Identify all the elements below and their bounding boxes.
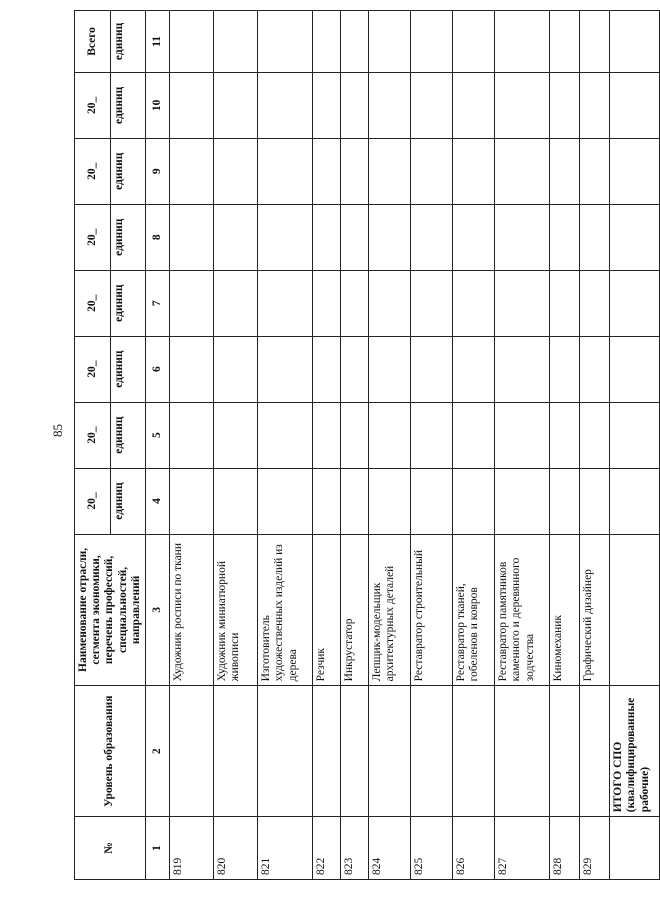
row-value-cell: [369, 402, 411, 468]
table-row: [495, 11, 550, 880]
row-value-cell: [258, 72, 313, 138]
row-level: [453, 686, 495, 817]
row-number: 829: [580, 817, 610, 880]
total-label: ИТОГО СПО (квалифицированные рабочие): [610, 686, 660, 817]
column-number: 3: [146, 534, 170, 686]
unit-cell: единиц: [110, 204, 146, 270]
header-year-6: 20_: [75, 138, 111, 204]
header-year-1: 20_: [75, 468, 111, 534]
row-value-cell: [258, 138, 313, 204]
total-value-cell: [610, 402, 660, 468]
row-value-cell: [341, 11, 369, 73]
row-value-cell: [453, 72, 495, 138]
total-value-cell: [610, 138, 660, 204]
table-row: [580, 11, 610, 880]
row-value-cell: [214, 204, 258, 270]
row-value-cell: [369, 468, 411, 534]
row-value-cell: [170, 336, 214, 402]
row-value-cell: [411, 468, 453, 534]
row-value-cell: [411, 336, 453, 402]
total-value-cell: [610, 204, 660, 270]
unit-cell: единиц: [110, 72, 146, 138]
row-value-cell: [214, 270, 258, 336]
row-value-cell: [550, 468, 580, 534]
table-row: [258, 11, 313, 880]
row-value-cell: [495, 204, 550, 270]
row-value-cell: [258, 270, 313, 336]
row-value-cell: [170, 11, 214, 73]
row-value-cell: [411, 72, 453, 138]
total-value-cell: [610, 72, 660, 138]
row-profession-name: Реставратор памятников каменного и деревянного зодчества: [495, 534, 550, 686]
row-level: [313, 686, 341, 817]
column-number: 8: [146, 204, 170, 270]
row-profession-name: Реставратор тканей, гобеленов и ковров: [453, 534, 495, 686]
row-profession-name: Изготовитель художественных изделий из дерева: [258, 534, 313, 686]
row-value-cell: [341, 468, 369, 534]
unit-cell: единиц: [110, 270, 146, 336]
row-value-cell: [341, 402, 369, 468]
row-value-cell: [170, 468, 214, 534]
row-number: 828: [550, 817, 580, 880]
row-value-cell: [453, 468, 495, 534]
row-profession-name: Реставратор строительный: [411, 534, 453, 686]
row-value-cell: [341, 204, 369, 270]
row-value-cell: [453, 336, 495, 402]
row-value-cell: [495, 11, 550, 73]
header-year-7: 20_: [75, 72, 111, 138]
total-value-cell: [610, 270, 660, 336]
row-value-cell: [580, 270, 610, 336]
row-value-cell: [453, 11, 495, 73]
row-level: [411, 686, 453, 817]
column-number: 7: [146, 270, 170, 336]
row-number: 822: [313, 817, 341, 880]
row-profession-name: Лепщик-модельщик архитектурных деталей: [369, 534, 411, 686]
row-profession-name: Художник росписи по ткани: [170, 534, 214, 686]
row-value-cell: [369, 138, 411, 204]
row-value-cell: [495, 138, 550, 204]
column-number: 9: [146, 138, 170, 204]
row-value-cell: [411, 204, 453, 270]
column-number: 4: [146, 468, 170, 534]
row-value-cell: [313, 138, 341, 204]
header-year-4: 20_: [75, 270, 111, 336]
row-value-cell: [453, 270, 495, 336]
header-year-3: 20_: [75, 336, 111, 402]
row-profession-name: Инкрустатор: [341, 534, 369, 686]
row-profession-name: Художник миниатюрной живописи: [214, 534, 258, 686]
unit-cell: единиц: [110, 336, 146, 402]
table-row: [170, 11, 214, 880]
total-value-cell: [610, 534, 660, 686]
header-level: Уровень образования: [75, 686, 146, 817]
row-value-cell: [550, 72, 580, 138]
unit-cell: единиц: [110, 402, 146, 468]
row-value-cell: [453, 402, 495, 468]
row-value-cell: [495, 336, 550, 402]
row-value-cell: [411, 11, 453, 73]
row-value-cell: [411, 270, 453, 336]
row-value-cell: [170, 72, 214, 138]
column-number: 1: [146, 817, 170, 880]
total-value-cell: [610, 11, 660, 73]
row-value-cell: [214, 468, 258, 534]
row-value-cell: [369, 72, 411, 138]
row-value-cell: [550, 336, 580, 402]
row-value-cell: [341, 270, 369, 336]
row-value-cell: [453, 204, 495, 270]
row-level: [550, 686, 580, 817]
row-level: [258, 686, 313, 817]
professions-table: [74, 10, 660, 880]
row-value-cell: [258, 11, 313, 73]
column-number: 6: [146, 336, 170, 402]
row-value-cell: [214, 72, 258, 138]
row-profession-name: Графический дизайнер: [580, 534, 610, 686]
row-value-cell: [411, 138, 453, 204]
row-value-cell: [369, 270, 411, 336]
table-row: [369, 11, 411, 880]
column-number: 2: [146, 686, 170, 817]
column-number: 10: [146, 72, 170, 138]
row-value-cell: [369, 11, 411, 73]
row-value-cell: [214, 336, 258, 402]
row-value-cell: [170, 270, 214, 336]
row-value-cell: [313, 402, 341, 468]
row-value-cell: [550, 204, 580, 270]
page-number: 85: [50, 424, 65, 437]
unit-cell: единиц: [110, 468, 146, 534]
rotated-table-container: [74, 10, 651, 880]
header-num: №: [75, 817, 146, 880]
row-number: 823: [341, 817, 369, 880]
row-value-cell: [580, 204, 610, 270]
row-value-cell: [495, 468, 550, 534]
row-value-cell: [411, 402, 453, 468]
row-value-cell: [580, 336, 610, 402]
row-number: 820: [214, 817, 258, 880]
row-number: 824: [369, 817, 411, 880]
row-value-cell: [495, 72, 550, 138]
header-year-2: 20_: [75, 402, 111, 468]
row-number: 827: [495, 817, 550, 880]
column-number: 5: [146, 402, 170, 468]
row-level: [214, 686, 258, 817]
row-number: 826: [453, 817, 495, 880]
row-value-cell: [170, 402, 214, 468]
unit-cell: единиц: [110, 11, 146, 73]
row-value-cell: [580, 11, 610, 73]
row-profession-name: Резчик: [313, 534, 341, 686]
table-row: [411, 11, 453, 880]
total-row: [610, 11, 660, 880]
header-year-5: 20_: [75, 204, 111, 270]
total-num-cell: [610, 817, 660, 880]
row-value-cell: [313, 204, 341, 270]
row-value-cell: [369, 336, 411, 402]
total-value-cell: [610, 468, 660, 534]
row-value-cell: [453, 138, 495, 204]
table-row: [453, 11, 495, 880]
row-value-cell: [495, 402, 550, 468]
row-level: [369, 686, 411, 817]
row-level: [495, 686, 550, 817]
row-value-cell: [341, 138, 369, 204]
row-value-cell: [170, 138, 214, 204]
table-row: [550, 11, 580, 880]
header-total: Всего: [75, 11, 111, 73]
row-value-cell: [550, 138, 580, 204]
row-number: 825: [411, 817, 453, 880]
header-name: Наименование отрасли, сегмента экономики, перечень профессий, специальностей, направлений: [75, 534, 146, 686]
row-value-cell: [258, 402, 313, 468]
table-row: [214, 11, 258, 880]
row-value-cell: [214, 138, 258, 204]
row-value-cell: [550, 11, 580, 73]
row-value-cell: [369, 204, 411, 270]
row-value-cell: [550, 270, 580, 336]
row-level: [170, 686, 214, 817]
row-level: [580, 686, 610, 817]
column-number: 11: [146, 11, 170, 73]
row-value-cell: [258, 204, 313, 270]
row-value-cell: [313, 336, 341, 402]
row-value-cell: [214, 11, 258, 73]
row-value-cell: [341, 336, 369, 402]
row-value-cell: [258, 336, 313, 402]
row-value-cell: [258, 468, 313, 534]
unit-cell: единиц: [110, 138, 146, 204]
row-number: 819: [170, 817, 214, 880]
row-level: [341, 686, 369, 817]
row-number: 821: [258, 817, 313, 880]
row-value-cell: [313, 270, 341, 336]
row-value-cell: [580, 72, 610, 138]
row-value-cell: [580, 138, 610, 204]
row-value-cell: [313, 11, 341, 73]
row-value-cell: [580, 402, 610, 468]
row-value-cell: [313, 468, 341, 534]
total-value-cell: [610, 336, 660, 402]
row-value-cell: [550, 402, 580, 468]
row-value-cell: [214, 402, 258, 468]
row-value-cell: [341, 72, 369, 138]
row-value-cell: [495, 270, 550, 336]
row-value-cell: [313, 72, 341, 138]
table-row: [341, 11, 369, 880]
table-row: [313, 11, 341, 880]
row-value-cell: [170, 204, 214, 270]
row-profession-name: Киномеханик: [550, 534, 580, 686]
row-value-cell: [580, 468, 610, 534]
